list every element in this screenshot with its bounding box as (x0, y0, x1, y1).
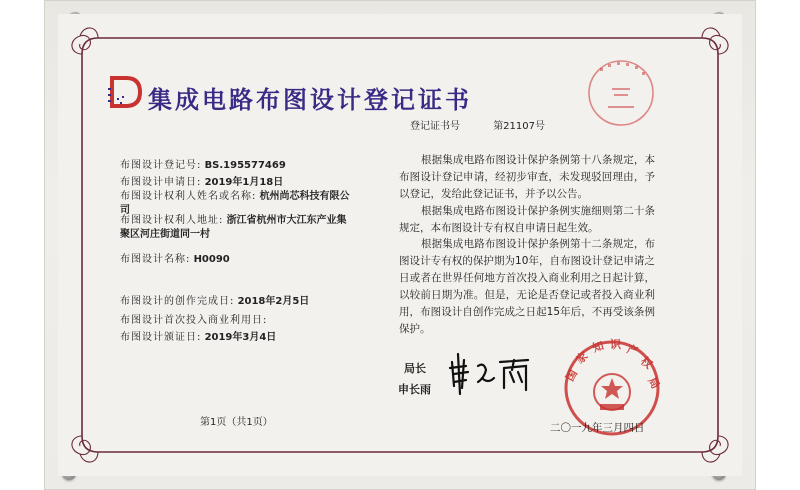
certificate-number (410, 117, 545, 132)
svg-text:局: 局 (645, 375, 663, 392)
signatory-name: 申长雨 (398, 383, 431, 396)
svg-text:国: 国 (563, 367, 581, 384)
paragraph-registration: 根据集成电路布图设计保护条例第十八条规定，本布图设计登记申请，经初步审查，未发现驳回理由，予以登记，发给此登记证书，并予以公告。 (399, 154, 655, 200)
design-special-seal (586, 58, 656, 128)
svg-text:产: 产 (625, 342, 640, 359)
svg-text:知: 知 (590, 339, 606, 355)
field-apply-date: 布图设计申请日: 2019年1月18日 (120, 177, 284, 188)
cert-number-value: 第21107号 (493, 121, 545, 132)
handwritten-signature (444, 348, 534, 398)
field-creation-date: 布图设计的创作完成日: 2018年2月5日 (120, 296, 310, 307)
paragraph-protection-term: 根据集成电路布图设计保护条例第十二条规定，布图设计专有权的保护期为10年，自布图设计登记申请之日或者在世界任何地方首次投入商业利用之日起计算，以较前日期为准。但是，无论是否登记或者投入商业利用，布图设计自创作完成之日起15年后，不再受该条例保护。 (399, 238, 655, 335)
svg-text:权: 权 (638, 354, 655, 372)
paragraph-effective: 根据集成电路布图设计保护条例实施细则第二十条规定，本布图设计专有权自申请日起生效。 (399, 205, 655, 234)
ic-layout-logo-icon (106, 72, 150, 112)
certificate-title: 集成电路布图设计登记证书 (148, 86, 472, 114)
signatory-title: 局长 (404, 362, 426, 375)
field-design-name: 布图设计名称: H0090 (120, 254, 230, 265)
cert-number-label: 登记证书号 (410, 121, 460, 132)
field-first-commercial-use: 布图设计首次投入商业利用日: (120, 315, 268, 326)
svg-text:识: 识 (610, 338, 621, 351)
svg-text:家: 家 (573, 349, 591, 367)
page-number: 第1页（共1页） (200, 417, 273, 428)
issue-date-chinese: 二〇一九年三月四日 (550, 422, 645, 434)
field-owner-name: 布图设计权利人姓名或名称: 杭州尚芯科技有限公司 (120, 191, 350, 216)
field-issue-date: 布图设计颁证日: 2019年3月4日 (120, 332, 277, 343)
field-owner-address: 布图设计权利人地址: 浙江省杭州市大江东产业集聚区河庄街道同一村 (120, 215, 347, 240)
field-reg-no: 布图设计登记号: BS.195577469 (120, 160, 286, 171)
